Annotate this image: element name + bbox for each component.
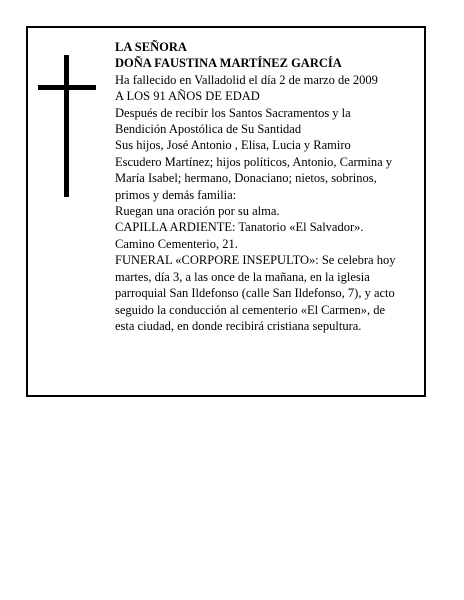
notice-body-line: Camino Cementerio, 21. <box>115 236 238 251</box>
notice-death-line: Ha fallecido en Valladolid el día 2 de marzo de 2009 <box>115 72 378 87</box>
notice-body-line: Escudero Martínez; hijos políticos, Antonio, Carmina y <box>115 154 393 169</box>
notice-body-line: primos y demás familia: <box>115 187 237 202</box>
obituary-text <box>115 39 427 334</box>
notice-title-name: DOÑA FAUSTINA MARTÍNEZ GARCÍA <box>115 56 342 71</box>
notice-body-line: Ruegan una oración por su alma. <box>115 204 280 219</box>
notice-body-line: CAPILLA ARDIENTE: Tanatorio «El Salvador». <box>115 220 364 235</box>
notice-body-line: Bendición Apostólica de Su Santidad <box>115 122 302 137</box>
notice-body-line: María Isabel; hermano, Donaciano; nietos, sobrinos, <box>115 171 377 186</box>
cross-icon-crossbar <box>38 85 96 90</box>
notice-title-line-1: LA SEÑORA <box>115 40 187 54</box>
notice-body-line: parroquial San Ildefonso (calle San Ildefonso, 7), y acto <box>115 286 395 301</box>
notice-age-line: A LOS 91 AÑOS DE EDAD <box>115 89 260 104</box>
notice-body-line: seguido la conducción al cementerio «El Carmen», de <box>115 302 386 317</box>
notice-body-line: Sus hijos, José Antonio , Elisa, Lucia y Ramiro <box>115 138 351 153</box>
notice-body-line: FUNERAL «CORPORE INSEPULTO»: Se celebra hoy <box>115 253 396 268</box>
notice-body-line: martes, día 3, a las once de la mañana, en la iglesia <box>115 269 370 284</box>
notice-body-line: Después de recibir los Santos Sacramentos y la <box>115 105 351 120</box>
notice-body-line: esta ciudad, en donde recibirá cristiana sepultura. <box>115 318 362 333</box>
cross-icon <box>64 55 69 197</box>
